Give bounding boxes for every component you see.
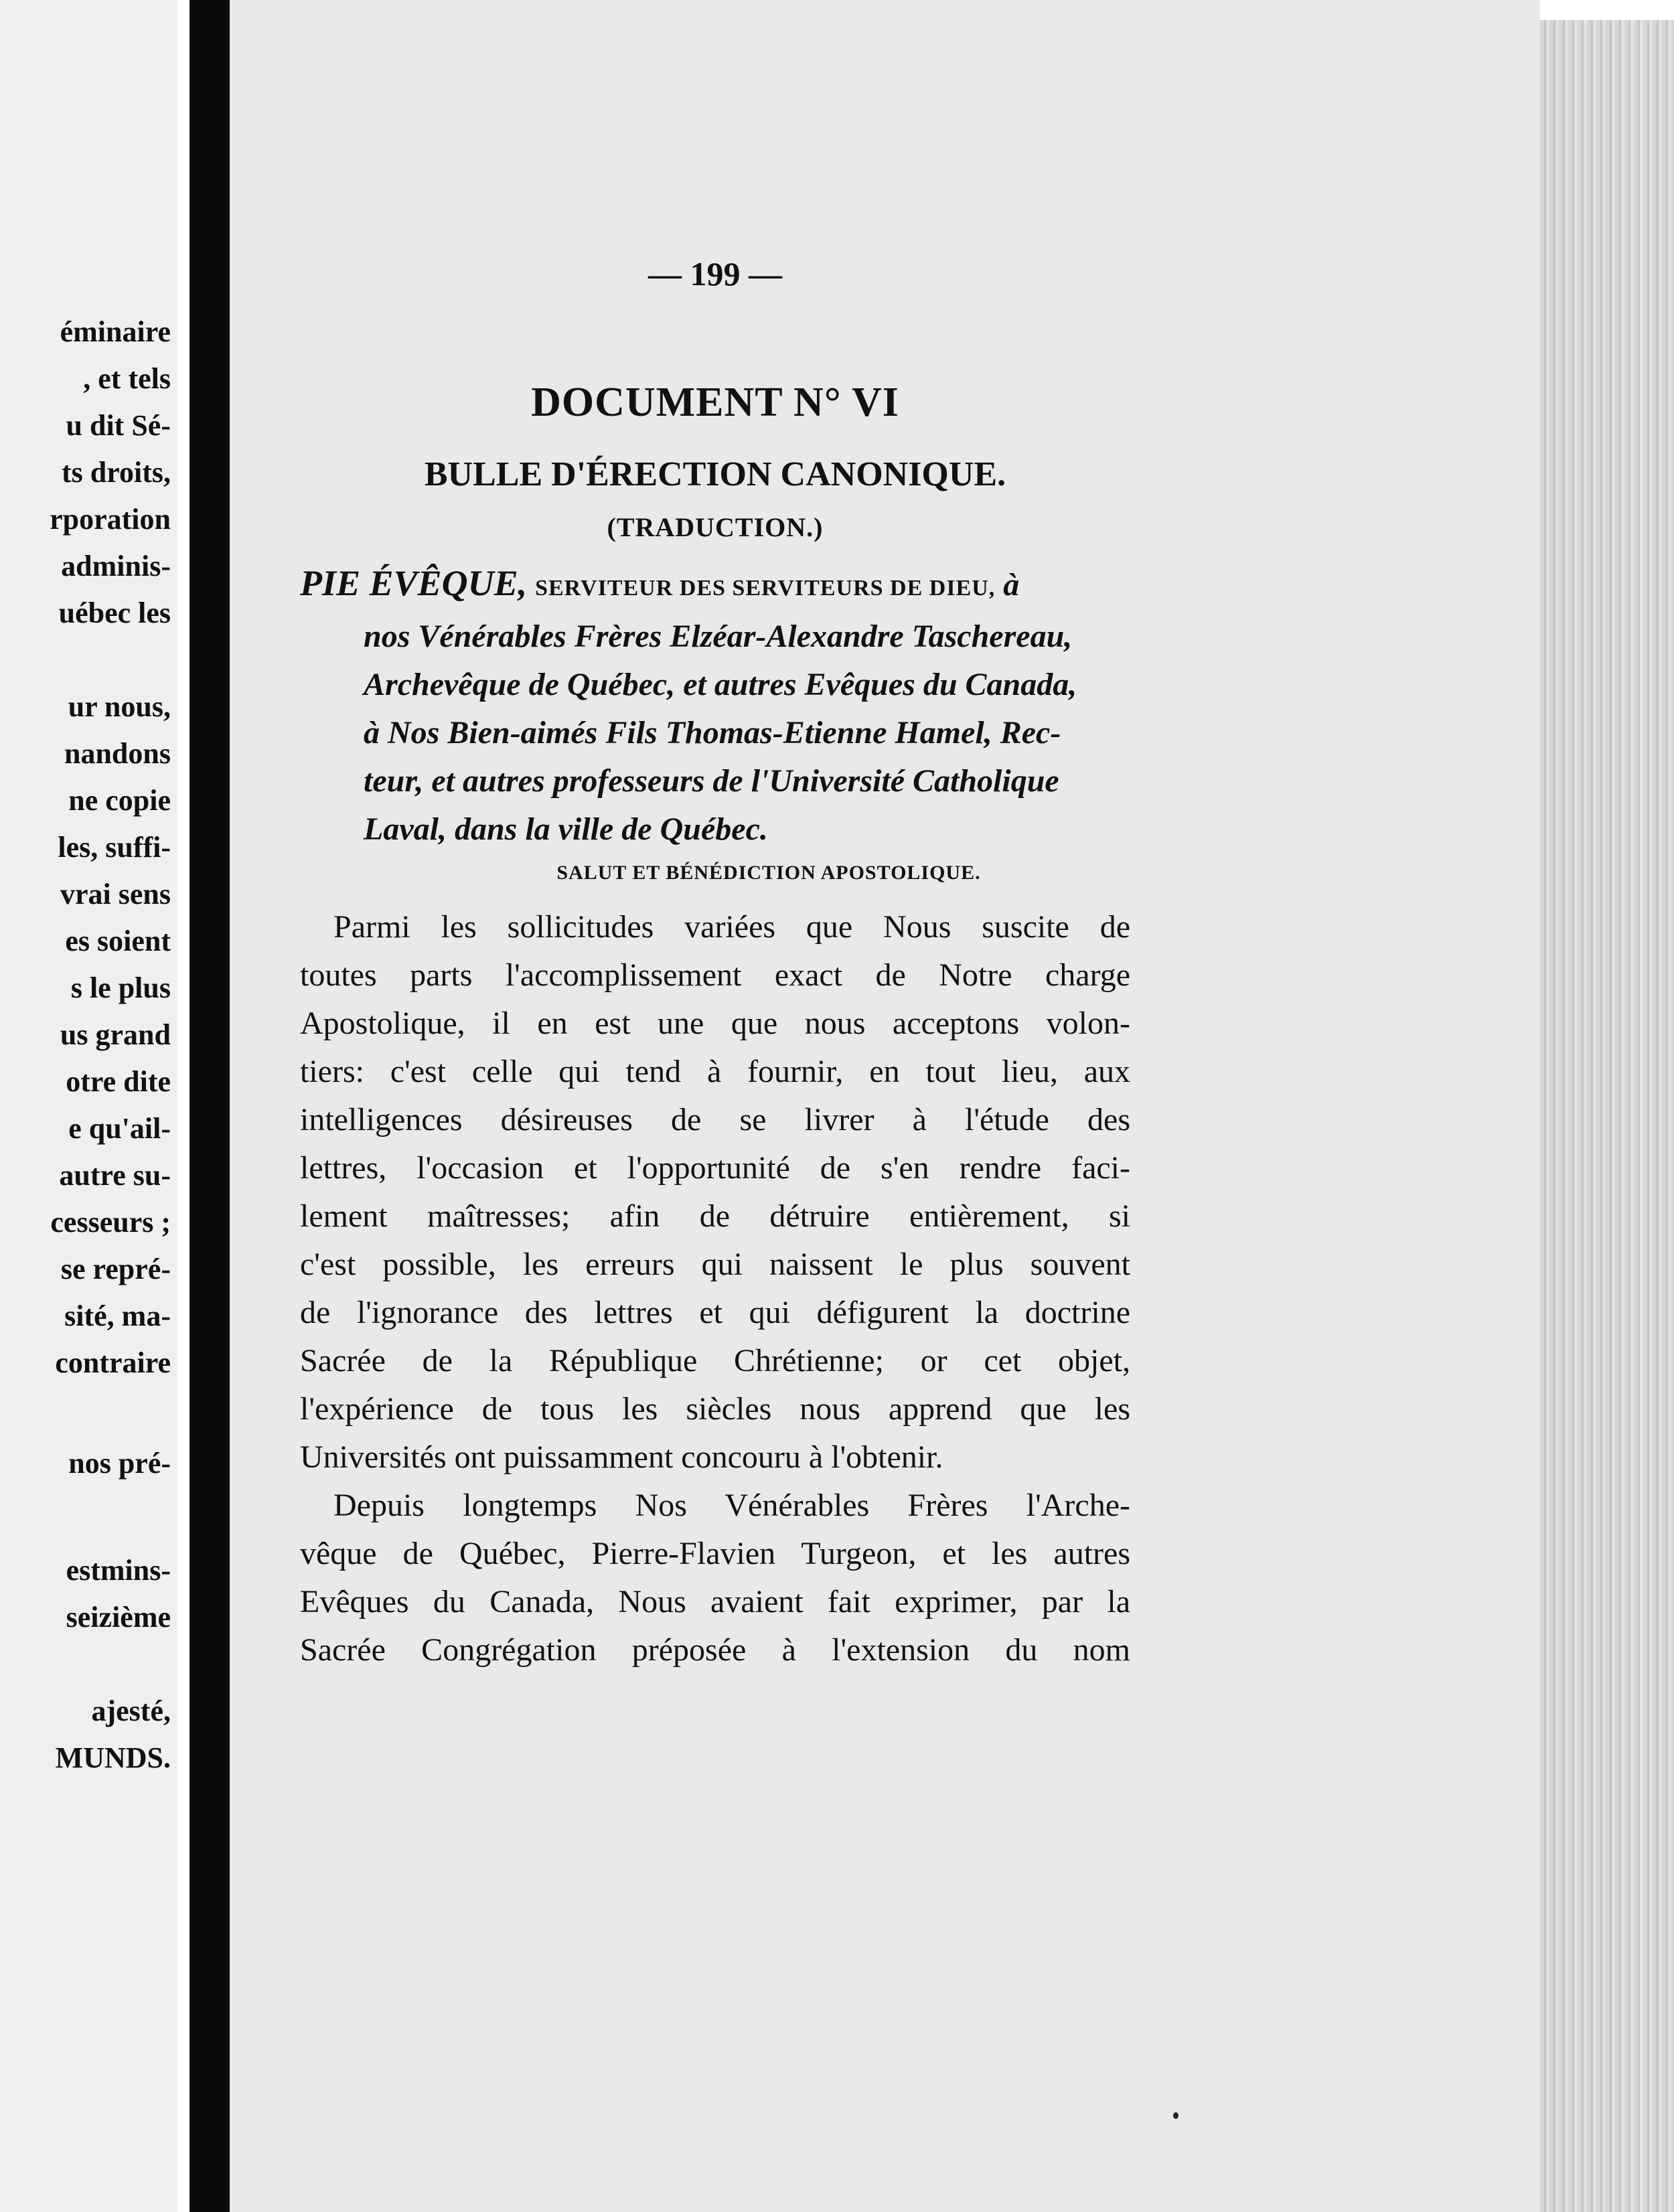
left-page-line: otre dite: [66, 1065, 171, 1098]
left-page-line: ne copie: [68, 784, 171, 817]
left-page-line: seizième: [66, 1601, 171, 1634]
address-line: teur, et autres professeurs de l'Université Catholique: [364, 763, 1059, 799]
left-page-line: autre su-: [59, 1159, 171, 1192]
left-page-line: us grand: [60, 1018, 171, 1051]
page-number: — 199 —: [648, 255, 782, 293]
address-line: nos Vénérables Frères Elzéar-Alexandre Taschereau,: [364, 619, 1073, 654]
text-line: l'expérience de tous les siècles nous apprend que les: [300, 1391, 1130, 1427]
left-page-line: se repré-: [60, 1253, 171, 1285]
document-subtitle: BULLE D'ÉRECTION CANONIQUE.: [424, 455, 1006, 493]
left-page-line: u dit Sé-: [66, 409, 171, 442]
document-title: DOCUMENT N° VI: [531, 380, 899, 425]
text-line: vêque de Québec, Pierre-Flavien Turgeon, et les autres: [300, 1536, 1130, 1571]
paragraph-2: [300, 1482, 1130, 1674]
left-page-line: vrai sens: [60, 878, 171, 911]
text-line: Depuis longtemps Nos Vénérables Frères l'Arche-: [333, 1488, 1130, 1523]
ink-speck: [1173, 2112, 1178, 2119]
text-line: Evêques du Canada, Nous avaient fait exprimer, par la: [300, 1584, 1130, 1620]
paragraph-1: [300, 903, 1130, 1482]
left-page-line: sité, ma-: [64, 1299, 171, 1332]
address-lead: PIE ÉVÊQUE,: [300, 563, 528, 603]
text-line: lement maîtresses; afin de détruire entièrement, si: [300, 1198, 1130, 1234]
text-line: tiers: c'est celle qui tend à fournir, en tout lieu, aux: [300, 1054, 1130, 1089]
left-page-line: nandons: [64, 737, 171, 770]
address-caps: SERVITEUR DES SERVITEURS DE DIEU,: [535, 576, 996, 601]
address-line1-end: à: [1003, 567, 1020, 603]
text-line: Sacrée de la République Chrétienne; or cet objet,: [300, 1343, 1130, 1378]
left-page-line: rporation: [50, 503, 171, 536]
address-line: Laval, dans la ville de Québec.: [364, 811, 768, 847]
left-page-line: es soient: [65, 925, 171, 957]
text-line: Universités ont puissamment concouru à l'obtenir.: [300, 1439, 943, 1475]
left-page-line: ts droits,: [62, 456, 171, 489]
left-page-line: MUNDS.: [55, 1741, 171, 1774]
translation-note: (TRADUCTION.): [607, 512, 824, 542]
left-page-fragment: [0, 0, 177, 2212]
left-page-line: uébec les: [58, 597, 171, 629]
text-line: c'est possible, les erreurs qui naissent le plus souvent: [300, 1247, 1130, 1282]
page-content: [300, 254, 1130, 1674]
address-block: [300, 559, 1130, 854]
left-page-line: , et tels: [83, 362, 171, 395]
left-page-line: e qu'ail-: [68, 1112, 171, 1145]
gutter: [177, 0, 189, 2212]
text-line: lettres, l'occasion et l'opportunité de s'en rendre faci-: [300, 1150, 1130, 1186]
page-edges: [1540, 20, 1674, 2212]
left-page-line: éminaire: [60, 315, 171, 348]
left-page-line: les, suffi-: [58, 831, 171, 864]
address-line: Archevêque de Québec, et autres Evêques du Canada,: [364, 667, 1077, 702]
left-page-line: estmins-: [66, 1554, 171, 1587]
text-line: intelligences désireuses de se livrer à l'étude des: [300, 1102, 1130, 1137]
left-page-line: cesseurs ;: [50, 1206, 171, 1239]
left-page-line: s le plus: [70, 971, 171, 1004]
left-page-line: ajesté,: [91, 1694, 171, 1727]
text-line: Sacrée Congrégation préposée à l'extension du nom: [300, 1632, 1130, 1668]
left-page-line: contraire: [55, 1346, 171, 1379]
text-line: Parmi les sollicitudes variées que Nous suscite de: [333, 909, 1130, 945]
salutation: SALUT ET BÉNÉDICTION APOSTOLIQUE.: [556, 862, 981, 884]
text-line: Apostolique, il en est une que nous acceptons volon-: [300, 1006, 1130, 1041]
text-line: de l'ignorance des lettres et qui défigurent la doctrine: [300, 1295, 1130, 1330]
left-page-line: ur nous,: [68, 690, 171, 723]
left-page-line: adminis-: [61, 550, 171, 582]
address-line: à Nos Bien-aimés Fils Thomas-Etienne Hamel, Rec-: [364, 715, 1061, 750]
book-spine-shadow: [189, 0, 230, 2212]
left-page-line: nos pré-: [68, 1447, 171, 1480]
text-line: toutes parts l'accomplissement exact de Notre charge: [300, 957, 1130, 993]
